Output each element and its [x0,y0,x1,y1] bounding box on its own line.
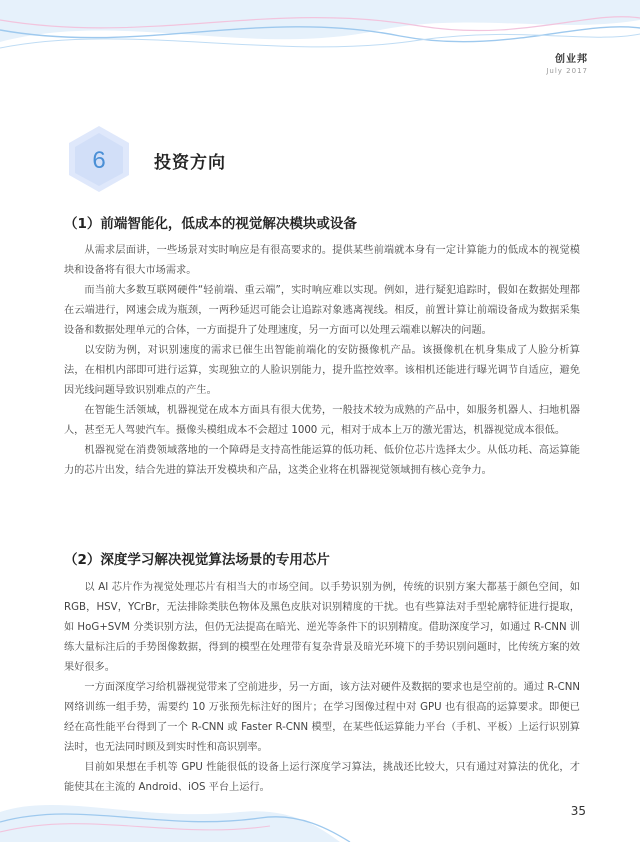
paragraph: 一方面深度学习给机器视觉带来了空前进步，另一方面，该方法对硬件及数据的要求也是空前的。通过 R-CNN 网络训练一组手势，需要约 10 万张预先标注好的图片；在学习图像过程中对 GPU 也有很高的运算要求。即便已经在高性能平台得到了一个 R-CNN 或 Faster R-CNN 模型，在某些低运算能力平台（手机、平板）上运行识别算法时，也无法同时顾及到实时性和高识别率。 [64,682,580,753]
paragraph: 机器视觉在消费领域落地的一个障碍是支持高性能运算的低功耗、低价位芯片选择太少。从低功耗、高运算能力的芯片出发，结合先进的算法开发模块和产品，这类企业将在机器视觉领域拥有核心竞争力。 [64,445,580,476]
section-title: 投资方向 [154,153,226,173]
page-number: 35 [570,804,586,818]
paragraph: 在智能生活领域，机器视觉在成本方面具有很大优势，一般技术较为成熟的产品中，如服务机器人、扫地机器人，甚至无人驾驶汽车。摄像头模组成本不会超过 1000 元，相对于成本上万的激光雷达，机器视觉成本很低。 [64,405,580,436]
paragraph: 以安防为例，对识别速度的需求已催生出智能前端化的安防摄像机产品。该摄像机在机身集成了人脸分析算法，在相机内部即可进行运算，实现独立的人脸识别能力，提升监控效率。该相机还能进行曝光调节自适应，避免因光线问题导致识别难点的产生。 [64,345,580,396]
subsection-2-heading: （2）深度学习解决视觉算法场景的专用芯片 [64,552,330,568]
paragraph: 以 AI 芯片作为视觉处理芯片有相当大的市场空间。以手势识别为例，传统的识别方案大都基于颜色空间，如 RGB，HSV，YCrBr，无法排除类肤色物体及黑色皮肤对识别精度的干扰。也有些算法对手型轮廓特征进行提取，如 HoG+SVM 分类识别方法，但仍无法提高在暗光、逆光等条件下的识别精度。借助深度学习，如通过 R-CNN 训练大量标注后的手势图像数据，得到的模型在处理带有复杂背景及暗光环境下的手势识别问题时，比传统方案的效果好很多。 [64,582,580,673]
subsection-1-heading: （1）前端智能化，低成本的视觉解决模块或设备 [64,216,357,232]
brand-block [546,50,588,75]
paragraph: 而当前大多数互联网硬件“轻前端、重云端”，实时响应难以实现。例如，进行疑犯追踪时，假如在数据处理都在云端进行，网速会成为瓶颈，一两秒延迟可能会让追踪对象逃离视线。相反，前置计算让前端设备成为数据采集设备和数据处理单元的合体，一方面提升了处理速度，另一方面可以处理云端难以解决的问题。 [64,285,580,336]
bottom-wave-decoration [0,782,640,842]
section-number-hexagon [66,124,132,194]
top-wave-decoration [0,0,640,70]
paragraph: 目前如果想在手机等 GPU 性能很低的设备上运行深度学习算法，挑战还比较大，只有通过对算法的优化，才能使其在主流的 Android、iOS 平台上运行。 [64,762,580,793]
paragraph: 从需求层面讲，一些场景对实时响应是有很高要求的。提供某些前端就本身有一定计算能力的低成本的视觉模块和设备将有很大市场需求。 [64,245,580,276]
section-number: 6 [92,147,106,174]
brand-name: 创业邦 [555,54,588,65]
issue-date: July 2017 [546,67,588,75]
